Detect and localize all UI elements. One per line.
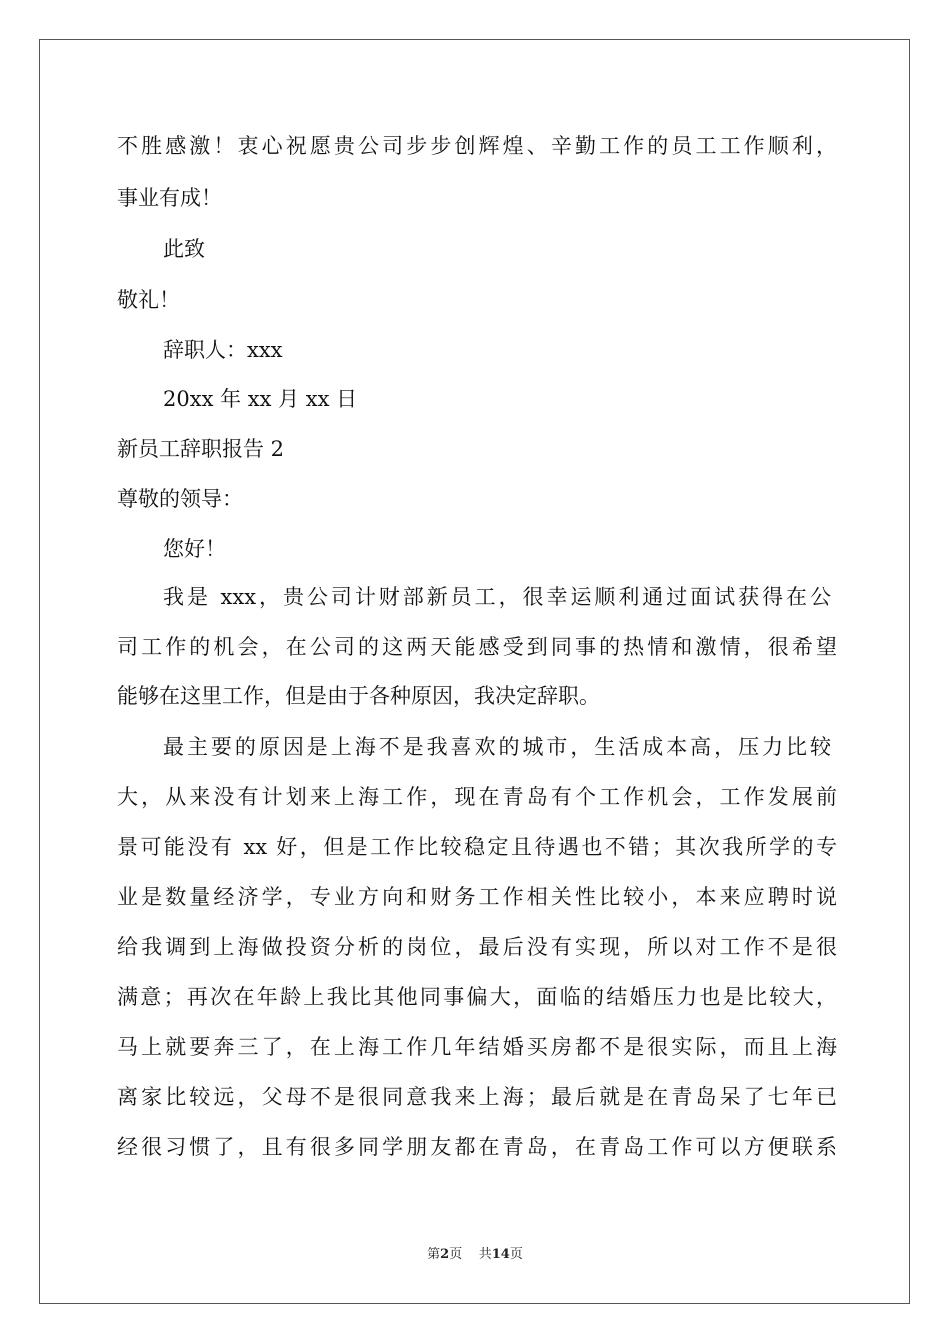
greeting-line: 尊敬的领导： bbox=[117, 487, 243, 511]
text-line: 业是数量经济学，专业方向和财务工作相关性比较小，本来应聘时说 bbox=[117, 885, 837, 909]
salutation-line: 敬礼！ bbox=[117, 288, 180, 312]
text-line: 不胜感激！衷心祝愿贵公司步步创辉煌、辛勤工作的员工工作顺利， bbox=[117, 134, 837, 158]
text-line: 离家比较远，父母不是很同意我来上海；最后就是在青岛呆了七年已 bbox=[117, 1085, 837, 1109]
text-line: 马上就要奔三了，在上海工作几年结婚买房都不是很实际，而且上海 bbox=[117, 1035, 837, 1059]
section-title: 新员工辞职报告 2 bbox=[117, 437, 285, 461]
total-pages-number: 14 bbox=[491, 1247, 510, 1262]
page-mid: 页 共 bbox=[449, 1247, 492, 1262]
text-line: 给我调到上海做投资分析的岗位，最后没有实现，所以对工作不是很 bbox=[117, 935, 837, 959]
text-line: 经很习惯了，且有很多同学朋友都在青岛，在青岛工作可以方便联系 bbox=[117, 1135, 837, 1159]
text-line: 能够在这里工作，但是由于各种原因，我决定辞职。 bbox=[117, 684, 600, 708]
text-line: 司工作的机会，在公司的这两天能感受到同事的热情和激情，很希望 bbox=[117, 635, 837, 659]
signature-line: 辞职人：xxx bbox=[163, 338, 283, 362]
greeting-line: 您好！ bbox=[163, 537, 226, 561]
page-number-footer bbox=[0, 1246, 950, 1264]
text-line: 大，从来没有计划来上海工作，现在青岛有个工作机会，工作发展前 bbox=[117, 785, 837, 809]
text-line: 景可能没有 xx 好，但是工作比较稳定且待遇也不错；其次我所学的专 bbox=[117, 835, 837, 859]
page-suffix: 页 bbox=[509, 1247, 523, 1262]
text-line: 满意；再次在年龄上我比其他同事偏大，面临的结婚压力也是比较大， bbox=[117, 985, 837, 1009]
salutation-line: 此致 bbox=[163, 237, 205, 261]
page-prefix: 第 bbox=[427, 1247, 441, 1262]
date-line: 20xx 年 xx 月 xx 日 bbox=[163, 387, 358, 411]
text-line: 最主要的原因是上海不是我喜欢的城市，生活成本高，压力比较 bbox=[163, 735, 831, 759]
page-border bbox=[39, 39, 910, 1304]
text-line: 我是 xxx，贵公司计财部新员工，很幸运顺利通过面试获得在公 bbox=[163, 585, 831, 609]
text-line: 事业有成！ bbox=[117, 186, 222, 210]
current-page-number: 2 bbox=[440, 1247, 450, 1262]
